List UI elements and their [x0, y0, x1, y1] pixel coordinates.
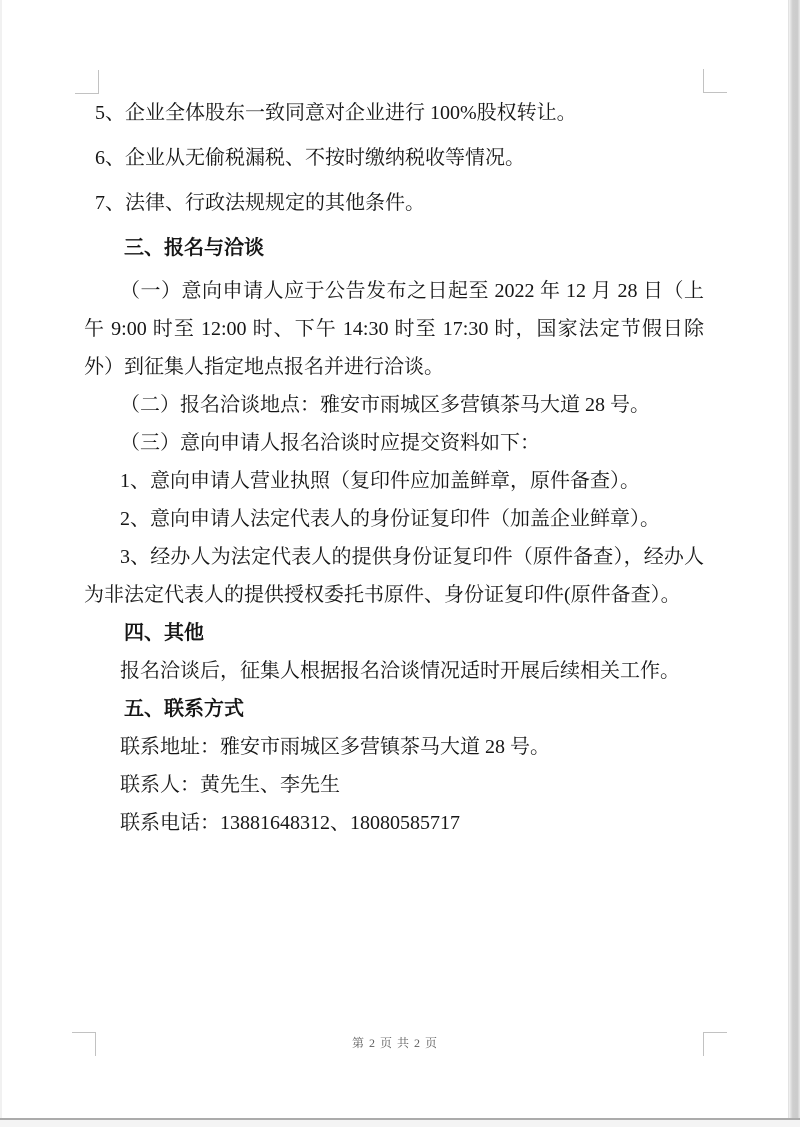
list-item-6: 6、企业从无偷税漏税、不按时缴纳税收等情况。 — [95, 147, 525, 169]
page-right-edge-scroll-stripe — [788, 0, 800, 1125]
paragraph-3-3: （三）意向申请人报名洽谈时应提交资料如下： — [120, 432, 540, 454]
page-bottom-edge — [0, 1118, 800, 1127]
section-heading-3: 三、报名与洽谈 — [124, 237, 264, 259]
paragraph-4-1: 报名洽谈后，征集人根据报名洽谈情况适时开展后续相关工作。 — [120, 660, 680, 682]
paragraph-3-2: （二）报名洽谈地点：雅安市雨城区多营镇茶马大道 28 号。 — [120, 394, 650, 416]
paragraph-3-1: （一）意向申请人应于公告发布之日起至 2022 年 12 月 28 日（上午 9:00 时至 12:00 时、下午 14:30 时至 17:30 时，国家法定节假日除外）到征集人指定地点报名并进行洽谈。 — [84, 280, 704, 378]
page-left-edge — [0, 0, 2, 1125]
section-heading-4: 四、其他 — [124, 622, 204, 644]
contact-address-line: 联系地址：雅安市雨城区多营镇茶马大道 28 号。 — [120, 736, 550, 758]
crop-mark-top-right-icon — [703, 69, 727, 93]
contact-person-line: 联系人：黄先生、李先生 — [120, 774, 340, 796]
list-item-7: 7、法律、行政法规规定的其他条件。 — [95, 192, 425, 214]
crop-mark-top-left-icon — [75, 70, 99, 94]
document-body — [84, 94, 704, 842]
sub-item-3: 3、经办人为法定代表人的提供身份证复印件（原件备查），经办人为非法定代表人的提供授权委托书原件、身份证复印件(原件备查）。 — [84, 546, 704, 606]
sub-item-1: 1、意向申请人营业执照（复印件应加盖鲜章，原件备查）。 — [120, 470, 640, 492]
section-heading-5: 五、联系方式 — [124, 698, 244, 720]
list-item-5: 5、企业全体股东一致同意对企业进行 100%股权转让。 — [95, 102, 577, 124]
contact-phone-line: 联系电话：13881648312、18080585717 — [120, 812, 460, 834]
page-number-footer: 第 2 页 共 2 页 — [351, 1036, 438, 1050]
sub-item-2: 2、意向申请人法定代表人的身份证复印件（加盖企业鲜章）。 — [120, 508, 660, 530]
